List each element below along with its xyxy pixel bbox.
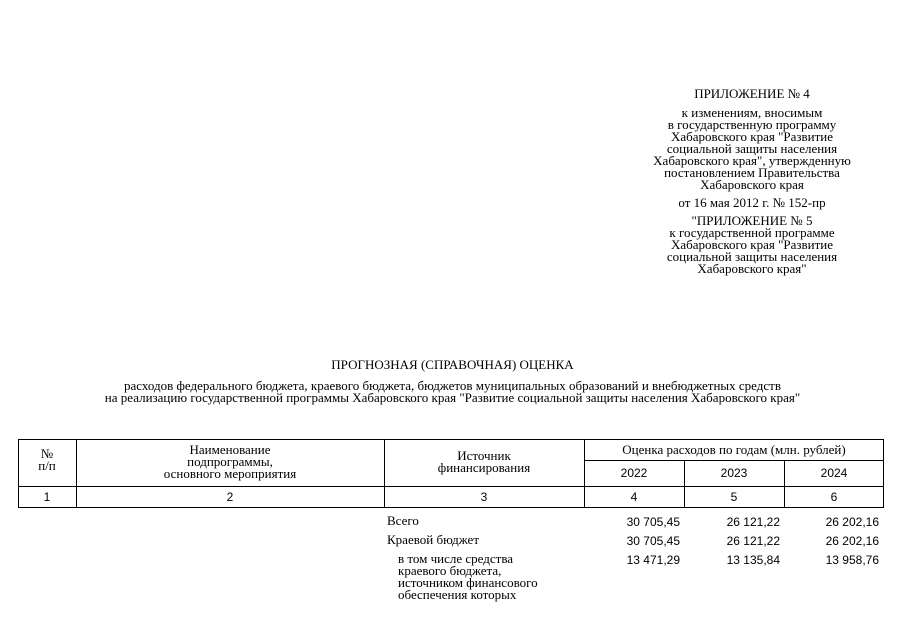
appendix-line: социальной защиты населения (666, 141, 838, 156)
appendix-date: от 16 мая 2012 г. № 152-пр (678, 195, 826, 210)
header-source (384, 450, 584, 474)
document-heading (0, 359, 905, 404)
index-cell: 6 (830, 490, 838, 504)
appendix-block (622, 88, 882, 275)
appendix-line: к изменениям, вносимым (681, 105, 823, 120)
index-cell: 5 (730, 490, 738, 504)
value-cell: 26 121,22 (726, 534, 780, 548)
value-cell: 13 958,76 (825, 553, 879, 567)
index-cell: 2 (226, 490, 234, 504)
index-cell: 4 (630, 490, 638, 504)
header-number (18, 448, 76, 472)
value-cell: 30 705,45 (626, 534, 680, 548)
index-cell: 3 (480, 490, 488, 504)
quote-line: социальной защиты населения (666, 249, 838, 264)
header-source-line: финансирования (437, 460, 531, 475)
value-cell: 26 202,16 (825, 515, 879, 529)
quote-line: к государственной программе (669, 225, 835, 240)
header-name-line: подпрограммы, (187, 454, 273, 469)
source-label (398, 553, 538, 601)
appendix-line: Хабаровского края "Развитие (670, 129, 834, 144)
table-header-bottom (18, 486, 884, 487)
heading-title: ПРОГНОЗНАЯ (СПРАВОЧНАЯ) ОЦЕНКА (331, 357, 574, 372)
header-source-line: Источник (457, 448, 511, 463)
appendix-line: в государственную программу (667, 117, 837, 132)
value-cell: 13 135,84 (726, 553, 780, 567)
header-year: 2022 (620, 466, 648, 480)
value-cell: 26 121,22 (726, 515, 780, 529)
heading-subtitle-line-1: расходов федерального бюджета, краевого бюджета, бюджетов муниципальных образований и внебюджетных средств (124, 378, 781, 393)
source-label-line: источником финансового (398, 575, 538, 590)
source-label-line: обеспечения которых (398, 587, 517, 602)
heading-subtitle-line-2: на реализацию государственной программы Хабаровского края "Развитие социальной защиты населения Хабаровского края" (104, 390, 801, 405)
appendix-title: ПРИЛОЖЕНИЕ № 4 (694, 86, 810, 101)
source-label: Краевой бюджет (387, 532, 480, 547)
table-border-top (18, 439, 884, 440)
table-group-divider (584, 460, 884, 461)
appendix-line: Хабаровского края (700, 177, 804, 192)
header-number-line: № (40, 446, 54, 461)
appendix-line: постановлением Правительства (664, 165, 840, 180)
index-cell: 1 (43, 490, 51, 504)
appendix-line: Хабаровского края", утвержденную (653, 153, 851, 168)
quote-line: "ПРИЛОЖЕНИЕ № 5 (691, 213, 813, 228)
quote-line: Хабаровского края" (697, 261, 807, 276)
table-index-bottom (18, 507, 884, 508)
value-cell: 26 202,16 (825, 534, 879, 548)
header-year: 2024 (820, 466, 848, 480)
value-cell: 30 705,45 (626, 515, 680, 529)
header-name (76, 444, 384, 480)
source-label-line: в том числе средства (398, 551, 514, 566)
source-label-line: краевого бюджета, (398, 563, 502, 578)
value-cell: 13 471,29 (626, 553, 680, 567)
header-year: 2023 (720, 466, 748, 480)
header-estimate-group: Оценка расходов по годам (млн. рублей) (622, 442, 846, 457)
header-number-line: п/п (38, 458, 56, 473)
header-name-line: основного мероприятия (163, 466, 297, 481)
header-name-line: Наименование (189, 442, 271, 457)
source-label: Всего (387, 513, 419, 528)
quote-line: Хабаровского края "Развитие (670, 237, 834, 252)
